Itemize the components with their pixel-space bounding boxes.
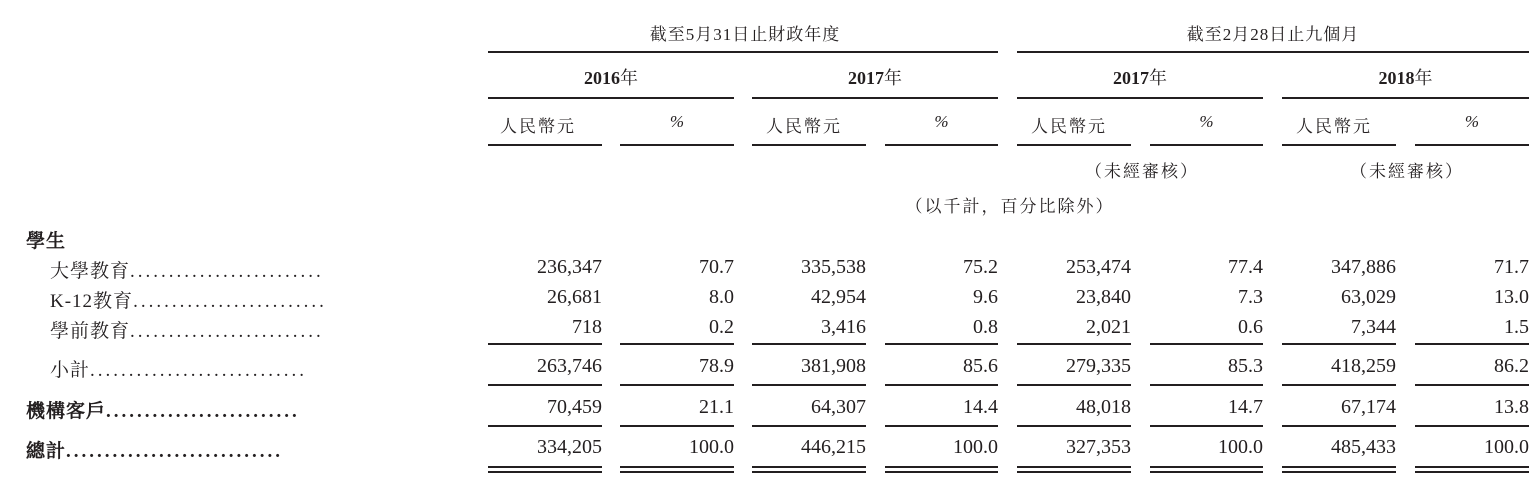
total-rule-2a <box>752 425 866 427</box>
cell-preschool-2016-pct: 0.2 <box>709 316 734 338</box>
cell-university-2018-rmb: 347,886 <box>1331 256 1396 278</box>
subtotal-rule-3b <box>1150 343 1263 345</box>
institutional-rule-1b <box>620 384 734 386</box>
total-rule-3a <box>1017 425 1131 427</box>
unit-header-2: 人民幣元 <box>766 117 842 136</box>
unit-header-1: 人民幣元 <box>500 117 576 136</box>
institutional-rule-2b <box>885 384 998 386</box>
cell-k12-2017-9m-rmb: 23,840 <box>1076 286 1131 308</box>
total-double-rule-2a <box>752 466 866 473</box>
cell-institutional-2016-rmb: 70,459 <box>547 396 602 418</box>
cell-preschool-2017-9m-rmb: 2,021 <box>1086 316 1131 338</box>
pct-header-3: % <box>1199 112 1214 131</box>
fiscal-year-group-header: 截至5月31日止財政年度 <box>649 25 841 44</box>
year-underline-3 <box>1017 97 1263 99</box>
cell-preschool-2017-9m-pct: 0.6 <box>1238 316 1263 338</box>
row-label-institutional: 機構客戶......................... <box>26 401 300 422</box>
subtotal-rule-4a <box>1282 343 1396 345</box>
group-underline-9m <box>1017 51 1529 53</box>
total-rule-4a <box>1282 425 1396 427</box>
unaudited-note-2017: （未經審核） <box>1085 162 1199 181</box>
cell-university-2016-rmb: 236,347 <box>537 256 602 278</box>
total-rule-1a <box>488 425 602 427</box>
total-double-rule-3a <box>1017 466 1131 473</box>
row-label-subtotal: 小計............................ <box>50 360 308 381</box>
institutional-rule-4b <box>1415 384 1529 386</box>
cell-total-2017-9m-rmb: 327,353 <box>1066 436 1131 458</box>
unit-underline-3b <box>1150 144 1263 146</box>
cell-preschool-2016-rmb: 718 <box>572 316 602 338</box>
subtotal-rule-2a <box>752 343 866 345</box>
cell-k12-2016-rmb: 26,681 <box>547 286 602 308</box>
cell-k12-2017fy-rmb: 42,954 <box>811 286 866 308</box>
subtotal-rule-4b <box>1415 343 1529 345</box>
total-double-rule-4b <box>1415 466 1529 473</box>
cell-university-2016-pct: 70.7 <box>699 256 734 278</box>
institutional-rule-3b <box>1150 384 1263 386</box>
cell-preschool-2018-rmb: 7,344 <box>1351 316 1396 338</box>
cell-subtotal-2017fy-pct: 85.6 <box>963 355 998 377</box>
cell-university-2017-9m-pct: 77.4 <box>1228 256 1263 278</box>
year-header-2017-fy: 2017年 <box>848 68 902 88</box>
unit-underline-2b <box>885 144 998 146</box>
pct-header-1: % <box>669 112 685 131</box>
nine-month-group-header: 截至2月28日止九個月 <box>1186 25 1360 44</box>
cell-subtotal-2017fy-rmb: 381,908 <box>801 355 866 377</box>
cell-k12-2017fy-pct: 9.6 <box>973 286 998 308</box>
cell-institutional-2016-pct: 21.1 <box>699 396 734 418</box>
unit-underline-4b <box>1415 144 1529 146</box>
cell-k12-2018-pct: 13.0 <box>1494 286 1529 308</box>
group-underline-fy <box>488 51 998 53</box>
total-rule-1b <box>620 425 734 427</box>
cell-university-2017fy-pct: 75.2 <box>963 256 998 278</box>
unit-header-3: 人民幣元 <box>1031 117 1107 136</box>
year-underline-1 <box>488 97 734 99</box>
year-header-2018: 2018年 <box>1378 68 1433 88</box>
row-label-total: 總計............................ <box>26 441 284 462</box>
in-thousands-note: （以千計，百分比除外） <box>905 197 1115 216</box>
row-label-students: 學生 <box>26 231 67 252</box>
unit-underline-1a <box>488 144 602 146</box>
pct-header-4: % <box>1464 112 1480 131</box>
cell-university-2017-9m-rmb: 253,474 <box>1066 256 1131 278</box>
year-underline-4 <box>1282 97 1529 99</box>
cell-total-2018-pct: 100.0 <box>1484 436 1529 458</box>
row-label-university: 大學教育......................... <box>50 261 324 282</box>
cell-subtotal-2016-pct: 78.9 <box>699 355 734 377</box>
cell-k12-2016-pct: 8.0 <box>709 286 734 308</box>
subtotal-rule-3a <box>1017 343 1131 345</box>
unit-underline-1b <box>620 144 734 146</box>
unit-header-4: 人民幣元 <box>1296 117 1372 136</box>
unaudited-note-2018: （未經審核） <box>1350 162 1464 181</box>
cell-total-2016-pct: 100.0 <box>689 436 734 458</box>
institutional-rule-1a <box>488 384 602 386</box>
row-label-k12: K-12教育......................... <box>50 291 327 312</box>
total-double-rule-2b <box>885 466 998 473</box>
total-rule-4b <box>1415 425 1529 427</box>
total-double-rule-4a <box>1282 466 1396 473</box>
cell-total-2018-rmb: 485,433 <box>1331 436 1396 458</box>
unit-underline-2a <box>752 144 866 146</box>
cell-subtotal-2017-9m-pct: 85.3 <box>1228 355 1263 377</box>
subtotal-rule-1b <box>620 343 734 345</box>
year-header-2016: 2016年 <box>584 68 638 88</box>
total-double-rule-3b <box>1150 466 1263 473</box>
cell-total-2017fy-rmb: 446,215 <box>801 436 866 458</box>
cell-total-2017-9m-pct: 100.0 <box>1218 436 1263 458</box>
cell-institutional-2017fy-pct: 14.4 <box>963 396 998 418</box>
cell-university-2017fy-rmb: 335,538 <box>801 256 866 278</box>
cell-preschool-2017fy-rmb: 3,416 <box>821 316 866 338</box>
institutional-rule-2a <box>752 384 866 386</box>
cell-subtotal-2018-pct: 86.2 <box>1494 355 1529 377</box>
institutional-rule-4a <box>1282 384 1396 386</box>
pct-header-2: % <box>934 112 949 131</box>
cell-total-2016-rmb: 334,205 <box>537 436 602 458</box>
total-double-rule-1a <box>488 466 602 473</box>
total-rule-3b <box>1150 425 1263 427</box>
cell-institutional-2017-9m-rmb: 48,018 <box>1076 396 1131 418</box>
subtotal-rule-2b <box>885 343 998 345</box>
cell-institutional-2017fy-rmb: 64,307 <box>811 396 866 418</box>
row-label-preschool: 學前教育......................... <box>50 321 324 342</box>
institutional-rule-3a <box>1017 384 1131 386</box>
unit-underline-4a <box>1282 144 1396 146</box>
cell-k12-2018-rmb: 63,029 <box>1341 286 1396 308</box>
year-underline-2 <box>752 97 998 99</box>
cell-preschool-2018-pct: 1.5 <box>1504 316 1529 338</box>
cell-subtotal-2018-rmb: 418,259 <box>1331 355 1396 377</box>
subtotal-rule-1a <box>488 343 602 345</box>
cell-preschool-2017fy-pct: 0.8 <box>973 316 998 338</box>
cell-university-2018-pct: 71.7 <box>1494 256 1529 278</box>
cell-subtotal-2016-rmb: 263,746 <box>537 355 602 377</box>
cell-institutional-2018-pct: 13.8 <box>1494 396 1529 418</box>
cell-institutional-2018-rmb: 67,174 <box>1341 396 1396 418</box>
total-double-rule-1b <box>620 466 734 473</box>
cell-k12-2017-9m-pct: 7.3 <box>1238 286 1263 308</box>
year-header-2017-9m: 2017年 <box>1113 68 1167 88</box>
unit-underline-3a <box>1017 144 1131 146</box>
cell-total-2017fy-pct: 100.0 <box>953 436 998 458</box>
cell-institutional-2017-9m-pct: 14.7 <box>1228 396 1263 418</box>
cell-subtotal-2017-9m-rmb: 279,335 <box>1066 355 1131 377</box>
total-rule-2b <box>885 425 998 427</box>
